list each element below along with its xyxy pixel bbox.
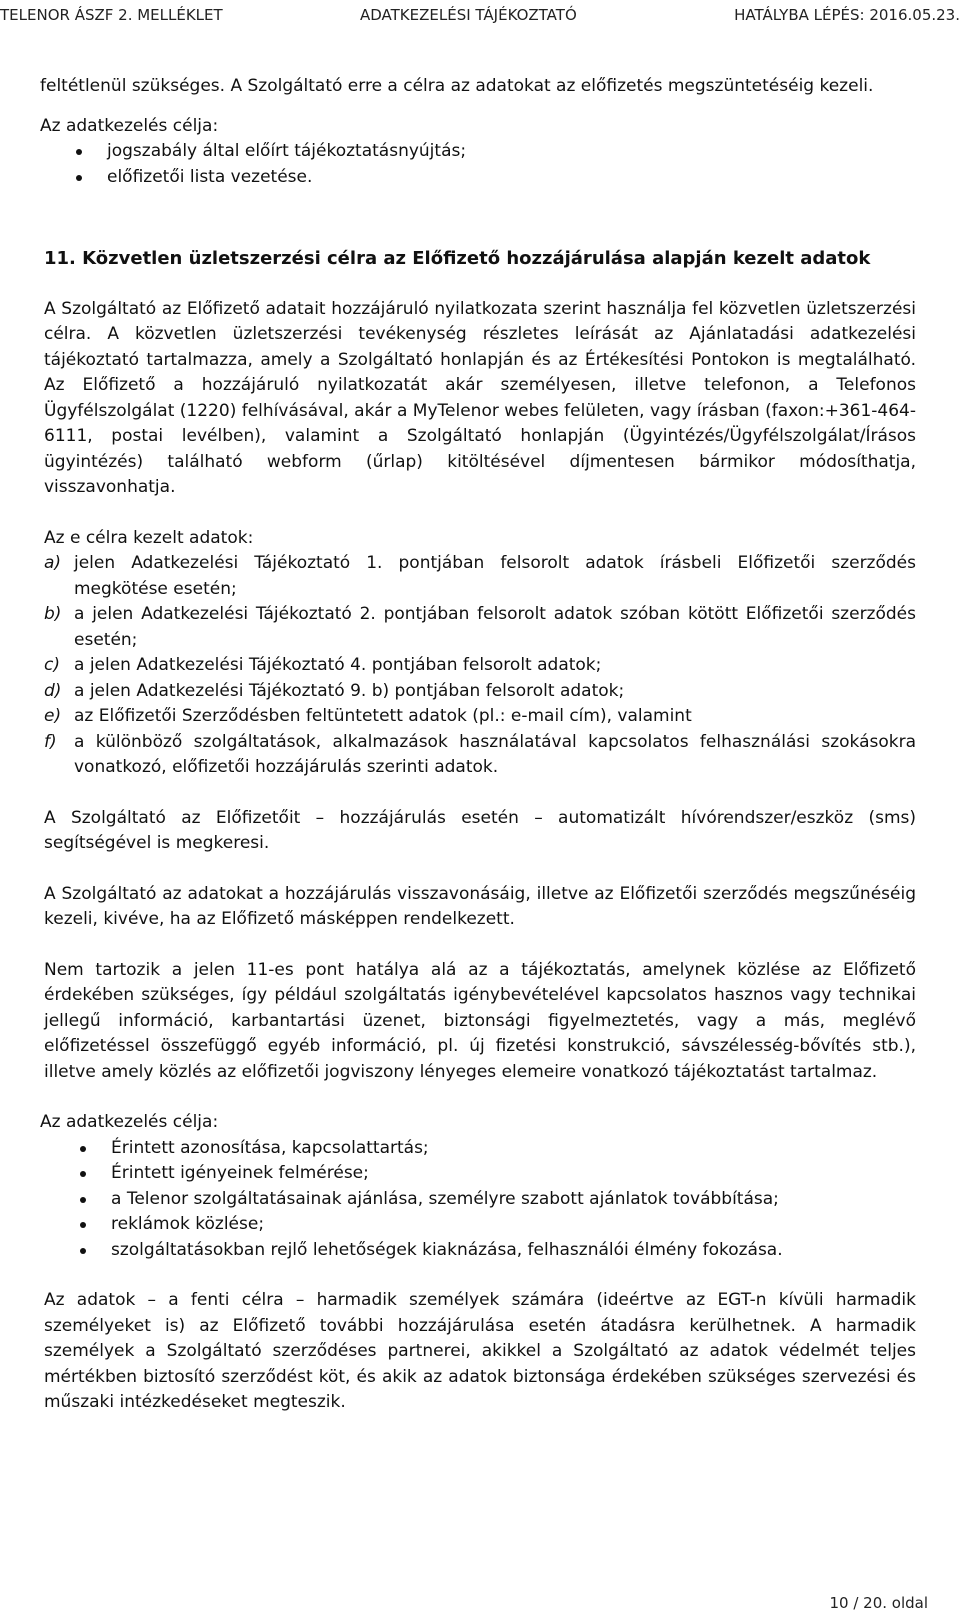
intro-block xyxy=(40,74,928,190)
section-11-heading: 11. Közvetlen üzletszerzési célra az Előfizető hozzájárulása alapján kezelt adatok xyxy=(44,248,871,269)
list-item: f) a különböző szolgáltatások, alkalmazások használatával kapcsolatos felhasználási szokásokra vonatkozó, előfizetői hozzájárulás szerinti adatok. xyxy=(44,731,916,777)
list-item: a) jelen Adatkezelési Tájékoztató 1. pontjában felsorolt adatok írásbeli Előfizetői szerződés megkötése esetén; xyxy=(44,553,916,599)
list-item: Érintett igényeinek felmérése; xyxy=(44,1161,916,1187)
section-11-paragraph-1: A Szolgáltató az Előfizető adatait hozzájáruló nyilatkozata szerint használja fel közvetlen üzletszerzési célra. A közvetlen üzletszerzési tevékenység részletes leírását az Ajánlatadási adatkezelési tájékoztató tartalmazza, amely a Szolgáltató honlapján és az Értékesítési Pontokon is megtalálható. Az Előfizető a hozzájáruló nyilatkozatát akár személyesen, illetve telefonon, a Telefonos Ügyfélszolgálat (1220) felhívásával, akár a MyTelenor webes felületen, vagy írásban (faxon:+361-464-6111, postai levélben), valamint a Szolgáltató honlapján (Ügyintézés/Ügyfélszolgálat/Írásos ügyintézés) található webform (űrlap) kitöltésével díjmentesen bármikor módosíthatja, visszavonhatja. xyxy=(44,298,916,497)
page-number: 10 / 20. oldal xyxy=(829,1594,928,1612)
list-item: szolgáltatásokban rejlő lehetőségek kiaknázása, felhasználói élmény fokozása. xyxy=(44,1238,916,1264)
list-item: b) a jelen Adatkezelési Tájékoztató 2. pontjában felsorolt adatok szóban kötött Előfizetői szerződés esetén; xyxy=(44,604,916,650)
list-item: c) a jelen Adatkezelési Tájékoztató 4. pontjában felsorolt adatok; xyxy=(44,655,602,675)
list-item: a Telenor szolgáltatásainak ajánlása, személyre szabott ajánlatok továbbítása; xyxy=(44,1187,916,1213)
list-item: e) az Előfizetői Szerződésben feltüntetett adatok (pl.: e-mail cím), valamint xyxy=(44,706,692,726)
header-right: HATÁLYBA LÉPÉS: 2016.05.23. xyxy=(734,6,960,24)
section-11-paragraph-3: A Szolgáltató az adatokat a hozzájárulás visszavonásáig, illetve az Előfizetői szerződés megszűnéséig kezeli, kivéve, ha az Előfizető másképpen rendelkezett. xyxy=(44,883,916,929)
page-header xyxy=(0,6,960,28)
purpose-label: Az adatkezelés célja: xyxy=(40,1112,219,1132)
data-list xyxy=(44,551,916,781)
section-11-paragraph-2: A Szolgáltató az Előfizetőit – hozzájárulás esetén – automatizált hívórendszer/eszköz (sms) segítségével is megkeresi. xyxy=(44,807,916,853)
list-item: reklámok közlése; xyxy=(44,1212,916,1238)
list-item: előfizetői lista vezetése. xyxy=(40,165,928,191)
purpose-list xyxy=(44,1136,916,1264)
intro-purpose-label: Az adatkezelés célja: xyxy=(40,115,219,136)
header-left: TELENOR ÁSZF 2. MELLÉKLET xyxy=(0,6,223,24)
list-item: Érintett azonosítása, kapcsolattartás; xyxy=(44,1136,916,1162)
list-item: d) a jelen Adatkezelési Tájékoztató 9. b) pontjában felsorolt adatok; xyxy=(44,680,625,701)
section-11-paragraph-4: Nem tartozik a jelen 11-es pont hatálya alá az a tájékoztatás, amelynek közlése az Előfizető érdekében szükséges, így például szolgáltatás igénybevételével kapcsolatos hasznos vagy technikai jellegű információ, karbantartási üzenet, biztonsági figyelmeztetés, vagy a más, meglévő előfizetéssel összefüggő egyéb információ, pl. új fizetési konstrukció, sávszélesség-bővítés stb.), illetve amely közlés az előfizetői jogviszony lényeges elemeire vonatkozó tájékoztatást tartalmaz. xyxy=(44,959,916,1082)
section-11 xyxy=(40,246,916,1416)
section-11-paragraph-5: Az adatok – a fenti célra – harmadik személyek számára (ideértve az EGT-n kívüli harmadik személyeket is) az Előfizető további hozzájárulása esetén átadásra kerülhetnek. A harmadik személyek a Szolgáltató szerződéses partnerei, akikkel a Szolgáltató az adatok védelmét teljes mértékben biztosító szerződést köt, és akik az adatok biztonsága érdekében szükséges szervezési és műszaki intézkedéseket megteszik. xyxy=(44,1290,916,1412)
list-item: jogszabály által előírt tájékoztatásnyújtás; xyxy=(40,139,928,165)
header-middle: ADATKEZELÉSI TÁJÉKOZTATÓ xyxy=(360,6,577,24)
intro-purpose-list xyxy=(40,139,928,190)
intro-paragraph: feltétlenül szükséges. A Szolgáltató erre a célra az adatokat az előfizetés megszüntetéséig kezeli. xyxy=(40,76,874,96)
data-label: Az e célra kezelt adatok: xyxy=(44,527,254,548)
